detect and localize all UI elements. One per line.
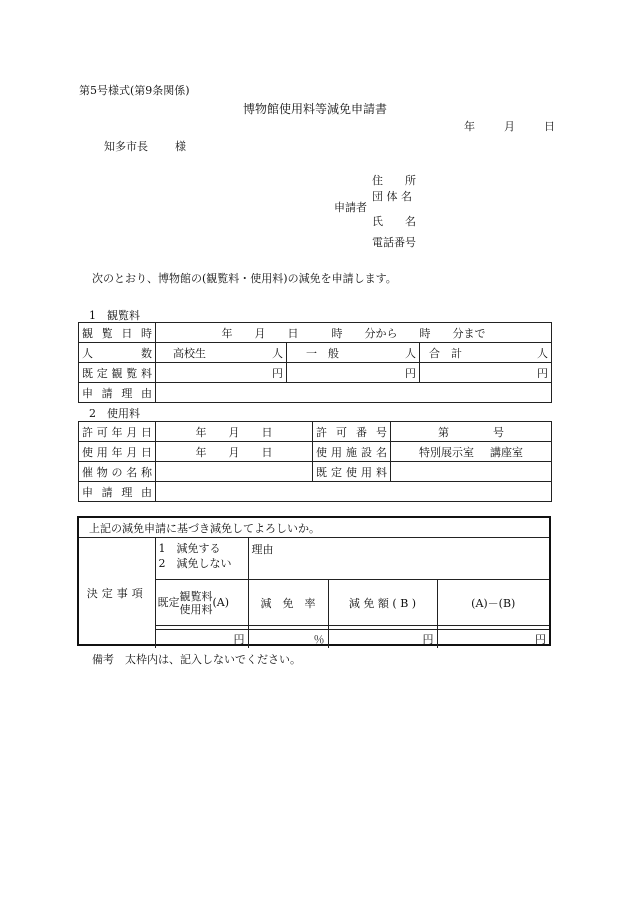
table-row [79, 462, 552, 482]
decision-header: 上記の減免申請に基づき減免してよろしいか。 [79, 518, 549, 538]
table-row [79, 383, 552, 403]
standard-usage-fee-field[interactable] [391, 462, 552, 482]
difference-field[interactable]: 円 [437, 630, 549, 649]
date-year: 年 [464, 120, 475, 133]
fee-field-3[interactable]: 円 [420, 363, 552, 383]
fee-field-1[interactable]: 円 [156, 363, 287, 383]
fee-prefix: 既定 [157, 595, 180, 609]
footnote: 備考 太枠内は、記入しないでください。 [92, 653, 301, 666]
facility-special-exhibit: 特別展示室 [419, 445, 474, 459]
total-count-field[interactable]: 合 計 人 [420, 343, 552, 363]
facility-name-label: 使用施設名 [313, 442, 391, 462]
addressee-honorific: 様 [175, 140, 186, 153]
table-row [79, 518, 549, 538]
viewing-datetime-label: 観覧日時 [79, 323, 156, 343]
permit-number-field[interactable]: 第 号 [391, 422, 552, 442]
decision-label-cell [79, 538, 155, 649]
fee-field-2[interactable]: 円 [287, 363, 420, 383]
table-row [79, 442, 552, 462]
rate-header: 減 免 率 [248, 580, 328, 626]
viewing-reason-label: 申請理由 [79, 383, 156, 403]
rate-field[interactable]: ％ [248, 630, 328, 649]
amount-field[interactable]: 円 [328, 630, 437, 649]
permit-date-label: 許可年月日 [79, 422, 156, 442]
standard-viewing-fee-label: 既定観覧料 [79, 363, 156, 383]
usage-reason-field[interactable] [156, 482, 552, 502]
highschool-count-field[interactable]: 高校生 人 [156, 343, 287, 363]
permit-number-label: 許可番号 [313, 422, 391, 442]
decision-box [77, 516, 551, 646]
amount-header: 減 免 額 ( B ) [328, 580, 437, 626]
fee-a-field[interactable]: 円 [155, 630, 248, 649]
decision-table [79, 518, 549, 648]
reason-label: 理由 [251, 543, 274, 556]
date-line [464, 118, 555, 134]
applicant-group-label: 団 体 名 [372, 190, 412, 203]
decision-reason-field[interactable] [248, 538, 549, 580]
standard-usage-fee-label: 既定使用料 [313, 462, 391, 482]
addressee [104, 138, 186, 154]
table-row [79, 482, 552, 502]
people-count-label: 人数 [79, 343, 156, 363]
viewing-reason-field[interactable] [156, 383, 552, 403]
option-deny: 2 減免しない [158, 557, 232, 570]
fee-a-header [155, 580, 248, 626]
viewing-fee-table [78, 322, 552, 403]
event-name-label: 催物の名称 [79, 462, 156, 482]
fee-a-mark: (A) [212, 595, 230, 609]
viewing-datetime-field[interactable]: 年 月 日 時 分から 時 分まで [156, 323, 552, 343]
applicant-phone-label: 電話番号 [372, 236, 416, 249]
facility-lecture-room: 講座室 [490, 445, 523, 459]
facility-options[interactable] [391, 442, 552, 462]
fee-type-stack: 観覧料 使用料 [179, 589, 213, 616]
applicant-name-label: 氏 名 [372, 215, 416, 228]
applicant-address-label: 住 所 [372, 174, 416, 187]
date-day: 日 [544, 120, 555, 133]
page-title: 博物館使用料等減免申請書 [243, 102, 388, 116]
table-row [79, 343, 552, 363]
use-date-label: 使用年月日 [79, 442, 156, 462]
applicant-label: 申請者 [334, 201, 367, 214]
general-count-field[interactable]: 一 般 人 [287, 343, 420, 363]
date-month: 月 [504, 120, 515, 133]
usage-reason-label: 申請理由 [79, 482, 156, 502]
table-row [79, 323, 552, 343]
section1-heading: 1 観覧料 [89, 309, 140, 322]
intro-text: 次のとおり、博物館の(観覧料・使用料)の減免を申請します。 [92, 272, 397, 285]
option-approve: 1 減免する [158, 542, 221, 555]
event-name-field[interactable] [156, 462, 313, 482]
usage-fee-table [78, 421, 552, 502]
table-row [79, 363, 552, 383]
use-date-field[interactable]: 年 月 日 [156, 442, 313, 462]
difference-header: (A)－(B) [437, 580, 549, 626]
addressee-name: 知多市長 [104, 140, 148, 153]
decision-label: 決定事項 [86, 587, 147, 600]
permit-date-field[interactable]: 年 月 日 [156, 422, 313, 442]
table-row [79, 422, 552, 442]
form-number: 第5号様式(第9条関係) [79, 84, 190, 97]
section2-heading: 2 使用料 [89, 407, 140, 420]
table-row [79, 538, 549, 580]
decision-options[interactable] [155, 538, 248, 580]
